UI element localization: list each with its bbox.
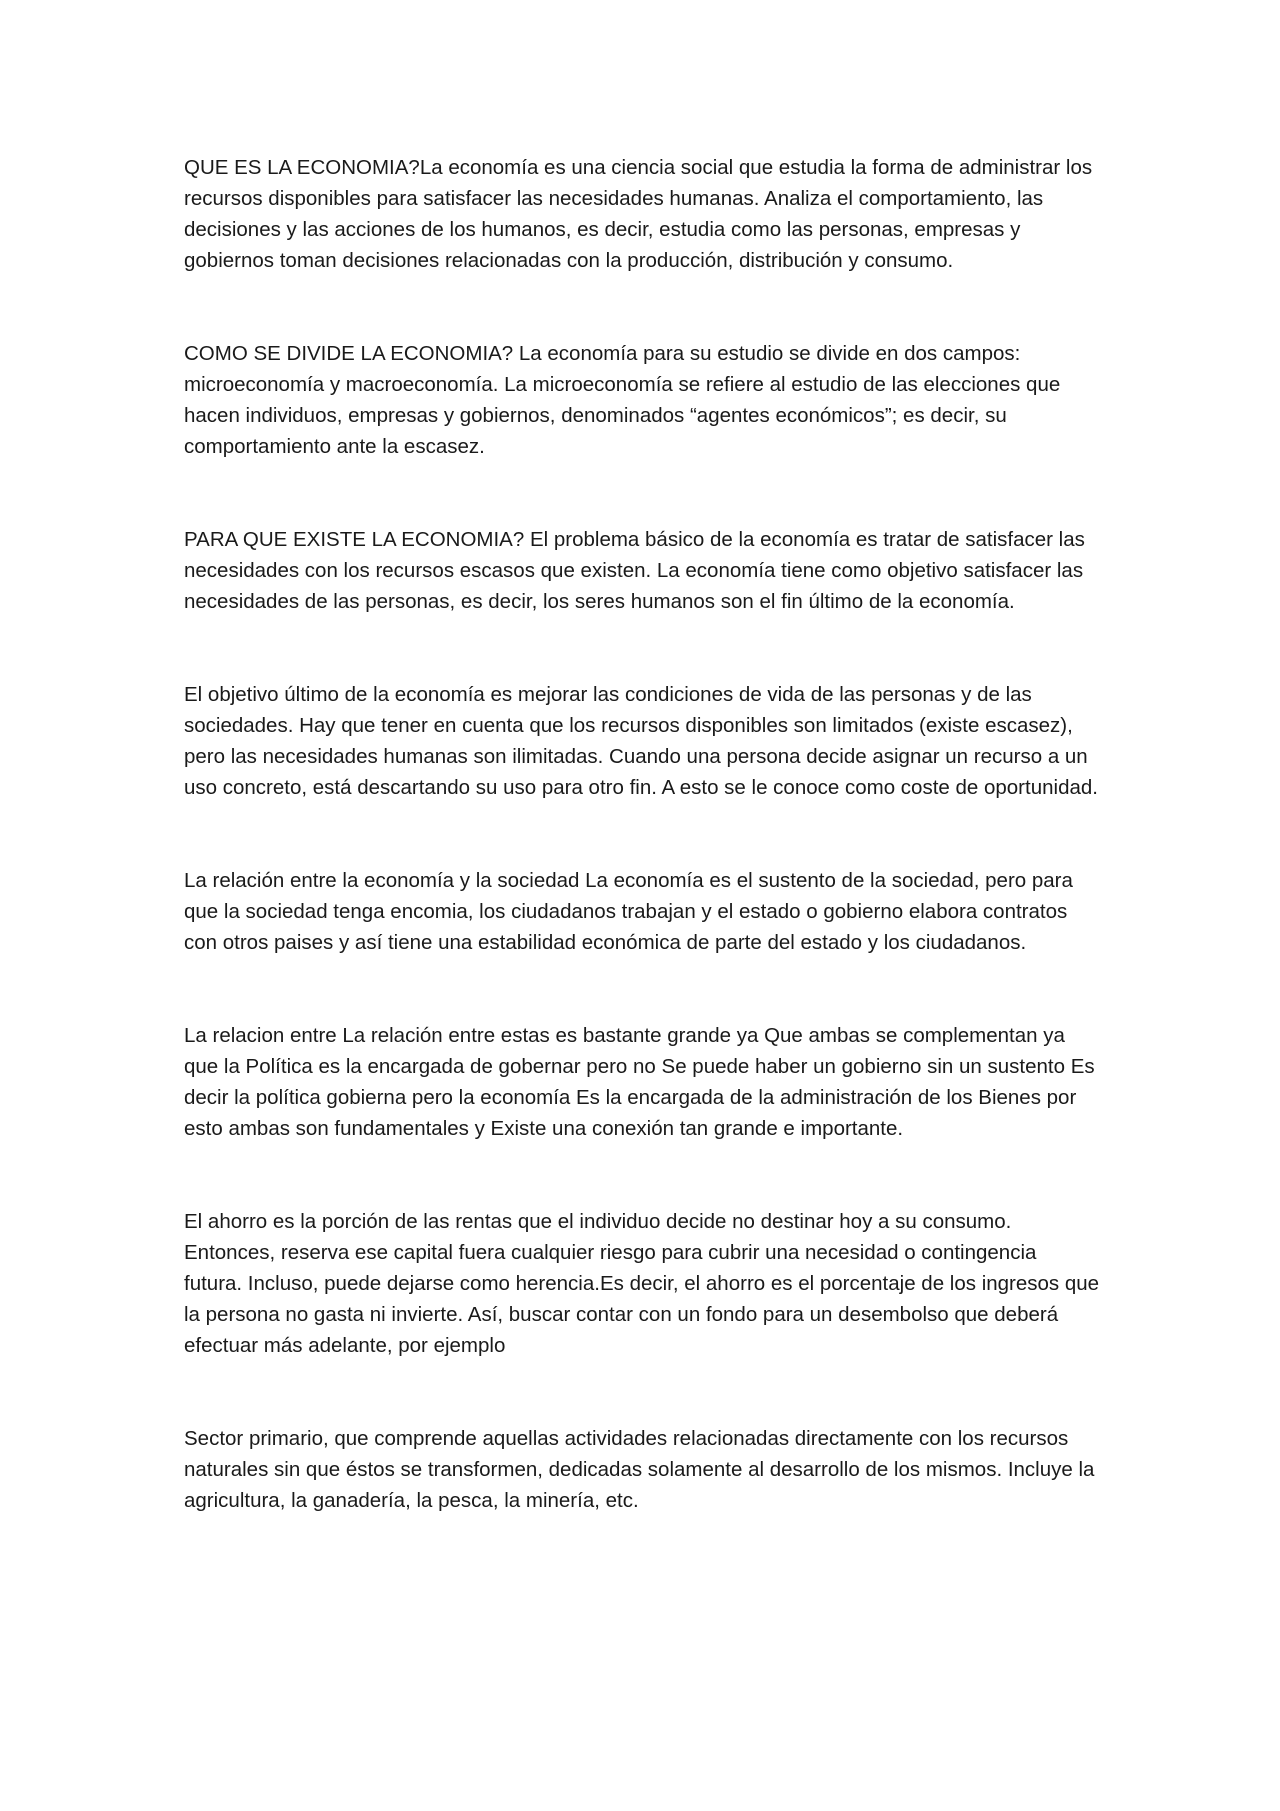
paragraph-objetivo-ultimo: El objetivo último de la economía es mejorar las condiciones de vida de las personas y de las sociedades. Hay que tener en cuenta que los recursos disponibles son limitados (existe escasez), pero las necesidades humanas son ilimitadas. Cuando una persona decide asignar un recurso a un uso concreto, está descartando su uso para otro fin. A esto se le conoce como coste de oportunidad. — [184, 683, 1098, 799]
paragraph-que-es-la-economia: QUE ES LA ECONOMIA?La economía es una ciencia social que estudia la forma de administrar los recursos disponibles para satisfacer las necesidades humanas. Analiza el comportamiento, las decisiones y las acciones de los humanos, es decir, estudia como las personas, empresas y gobiernos toman decisiones relacionadas con la producción, distribución y consumo. — [184, 156, 1093, 272]
paragraph-ahorro: El ahorro es la porción de las rentas que el individuo decide no destinar hoy a su consumo. Entonces, reserva ese capital fuera cualquier riesgo para cubrir una necesidad o contingencia futura. Incluso, puede dejarse como herencia.Es decir, el ahorro es el porcentaje de los ingresos que la persona no gasta ni invierte. Así, buscar contar con un fondo para un desembolso que deberá efectuar más adelante, por ejemplo — [184, 1210, 1100, 1357]
paragraph-economia-politica: La relacion entre La relación entre estas es bastante grande ya Que ambas se complementan ya que la Política es la encargada de gobernar pero no Se puede haber un gobierno sin un sustento Es decir la política gobierna pero la economía Es la encargada de la administración de los Bienes por esto ambas son fundamentales y Existe una conexión tan grande e importante. — [184, 1024, 1095, 1140]
paragraph-para-que-existe: PARA QUE EXISTE LA ECONOMIA? El problema básico de la economía es tratar de satisfacer las necesidades con los recursos escasos que existen. La economía tiene como objetivo satisfacer las necesidades de las personas, es decir, los seres humanos son el fin último de la economía. — [184, 528, 1085, 613]
document-body — [184, 152, 1100, 1516]
paragraph-como-se-divide: COMO SE DIVIDE LA ECONOMIA? La economía para su estudio se divide en dos campos: microeconomía y macroeconomía. La microeconomía se refiere al estudio de las elecciones que hacen individuos, empresas y gobiernos, denominados “agentes económicos”; es decir, su comportamiento ante la escasez. — [184, 342, 1061, 458]
paragraph-economia-sociedad: La relación entre la economía y la sociedad La economía es el sustento de la sociedad, pero para que la sociedad tenga encomia, los ciudadanos trabajan y el estado o gobierno elabora contratos con otros paises y así tiene una estabilidad económica de parte del estado y los ciudadanos. — [184, 869, 1073, 954]
paragraph-sector-primario: Sector primario, que comprende aquellas actividades relacionadas directamente con los recursos naturales sin que éstos se transformen, dedicadas solamente al desarrollo de los mismos. Incluye la agricultura, la ganadería, la pesca, la minería, etc. — [184, 1427, 1095, 1512]
